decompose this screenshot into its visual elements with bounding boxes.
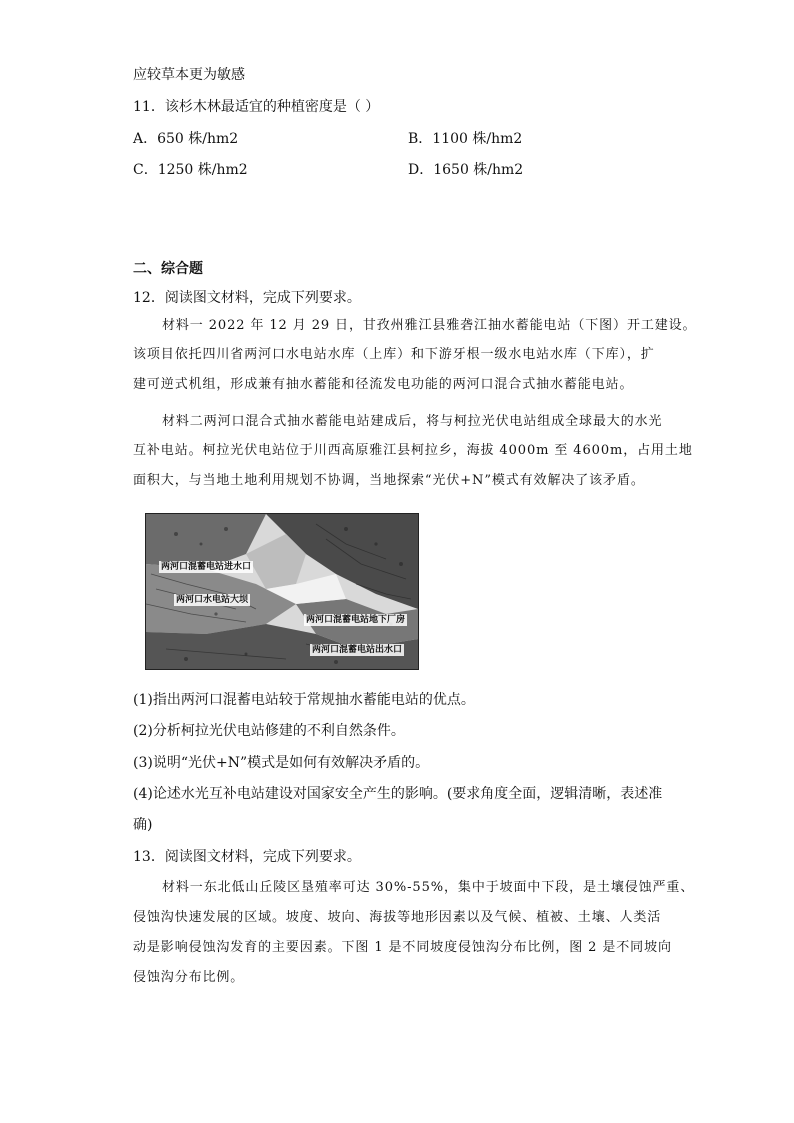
power-station-photo <box>145 513 419 670</box>
question-12-stem: 12．阅读图文材料，完成下列要求。 <box>133 290 361 306</box>
q13-material1-line: 材料一东北低山丘陵区垦殖率可达 30%-55%，集中于坡面中下段，是土壤侵蚀严重、 <box>162 880 695 895</box>
question-12-sub-1: (1)指出两河口混蓄电站较于常规抽水蓄能电站的优点。 <box>133 692 475 708</box>
q12-material2-line: 材料二两河口混合式抽水蓄能电站建成后，将与柯拉光伏电站组成全球最大的水光 <box>162 414 663 429</box>
question-12-sub-3: (3)说明“光伏+N”模式是如何有效解决矛盾的。 <box>133 755 430 771</box>
label-dam: 两河口水电站大坝 <box>176 595 249 605</box>
q12-material2-line: 互补电站。柯拉光伏电站位于川西高原雅江县柯拉乡，海拔 4000m 至 4600m，占用土地 <box>133 443 693 458</box>
question-13-stem: 13．阅读图文材料，完成下列要求。 <box>133 849 361 865</box>
question-11-stem: 11．该杉木林最适宜的种植密度是（ ） <box>133 99 380 115</box>
label-outlet: 两河口混蓄电站出水口 <box>312 645 403 655</box>
question-12-sub-2: (2)分析柯拉光伏电站修建的不利自然条件。 <box>133 723 405 739</box>
section-2-title: 二、综合题 <box>133 261 203 277</box>
q12-material1-line: 该项目依托四川省两河口水电站水库（上库）和下游牙根一级水电站水库（下库），扩 <box>133 347 655 362</box>
label-underground-powerhouse: 两河口混蓄电站地下厂房 <box>306 615 406 625</box>
q12-material2-line: 面积大，与当地土地利用规划不协调，当地探索“光伏+N”模式有效解决了该矛盾。 <box>133 473 645 488</box>
question-11-option-a[interactable]: A．650 株/hm2 <box>133 131 239 147</box>
q12-material1-line: 材料一 2022 年 12 月 29 日，甘孜州雅江县雅砻江抽水蓄能电站（下图）开工建设。 <box>162 318 697 333</box>
question-11-option-b[interactable]: B．1100 株/hm2 <box>408 131 523 147</box>
q13-material1-line: 侵蚀沟快速发展的区域。坡度、坡向、海拔等地形因素以及气候、植被、土壤、人类活 <box>133 910 662 925</box>
q13-material1-line: 动是影响侵蚀沟发育的主要因素。下图 1 是不同坡度侵蚀沟分布比例，图 2 是不同坡向 <box>133 940 672 955</box>
question-11-option-d[interactable]: D．1650 株/hm2 <box>408 162 524 178</box>
label-inlet: 两河口混蓄电站进水口 <box>161 562 252 572</box>
question-12-sub-4: (4)论述水光互补电站建设对国家安全产生的影响。(要求角度全面，逻辑清晰，表述准 <box>133 786 663 802</box>
question-12-sub-4-cont: 确) <box>133 817 153 833</box>
question-11-option-c[interactable]: C．1250 株/hm2 <box>133 162 248 178</box>
previous-question-fragment: 应较草本更为敏感 <box>133 67 245 83</box>
q12-material1-line: 建可逆式机组，形成兼有抽水蓄能和径流发电功能的两河口混合式抽水蓄能电站。 <box>133 377 634 392</box>
q13-material1-line: 侵蚀沟分布比例。 <box>133 970 245 985</box>
